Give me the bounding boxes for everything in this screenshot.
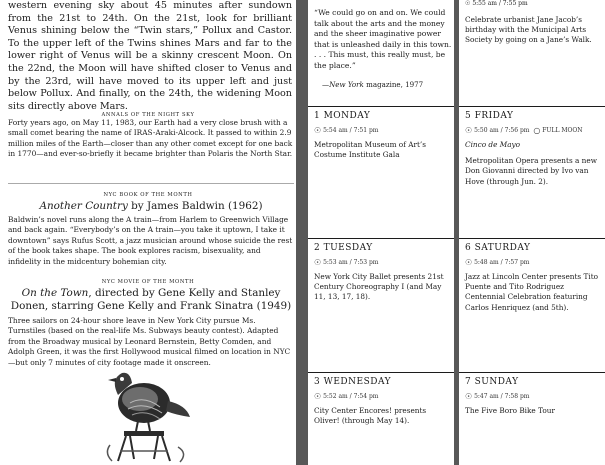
event-text: New York City Ballet presents 21st Century Choreography I (and May 11, 13, 17, 18). (314, 272, 444, 302)
sun-times (314, 392, 452, 401)
pigeon-engraving-icon (100, 365, 192, 465)
event-text: Jazz at Lincoln Center presents Tito Puente and Tito Rodriguez Centennial Celebration featuring Carlos Henriquez (and 5th). (465, 272, 599, 312)
event-text: Celebrate urbanist Jane Jacob’s birthday with the Municipal Arts Society by going on a Jane’s Walk. (465, 15, 592, 45)
day-entry-5 (465, 111, 603, 187)
movie-title-italic: On the Town (21, 287, 89, 299)
quote-source: —New York magazine, 1977 (322, 80, 424, 89)
book-heading: NYC BOOK OF THE MONTH (103, 192, 193, 198)
sun-times-text: 5:50 am / 7:56 pm (474, 127, 530, 134)
sun-times (314, 258, 452, 267)
day-rule (308, 238, 454, 239)
moon-phase-text: FULL MOON (542, 127, 583, 134)
book-title-italic: Another Country (39, 200, 128, 212)
day-entry-1 (314, 111, 452, 160)
day-rule (459, 372, 605, 373)
sun-symbol-icon: ☉ (314, 126, 322, 135)
sun-symbol-icon: ☉ (465, 0, 471, 7)
movie-heading: NYC MOVIE OF THE MONTH (101, 279, 195, 285)
event-text: City Center Encores! presents Oliver! (through May 14). (314, 406, 427, 426)
sun-times (314, 126, 452, 135)
sun-times (465, 258, 603, 267)
quote-source-italic: New York (329, 80, 364, 89)
sun-times-text: 5:52 am / 7:54 pm (323, 393, 379, 400)
sun-times-text: 5:48 am / 7:57 pm (474, 259, 530, 266)
annals-body: Forty years ago, on May 11, 1983, our Earth had a very close brush with a small comet bearing the name of IRAS-Araki-Alcock. It passed to within 2.9 million miles of the Earth—closer than any other comet except for one back in 1770—and ever-so-briefly it became brighter than Polaris the North Star. (8, 118, 293, 158)
magazine-quote: “We could go on and on. We could talk about the arts and the money and the sheer imaginative power that is unleashed daily in this town. . . . This must, this really must, be the place.” (314, 8, 452, 70)
event-text: Metropolitan Opera presents a new Don Giovanni directed by Ivo van Hove (through Jun. 2). (465, 156, 597, 186)
sun-symbol-icon: ☉ (314, 392, 322, 401)
sun-times-text: 5:47 am / 7:58 pm (474, 393, 530, 400)
day-rule (308, 372, 454, 373)
day-title: 3 WEDNESDAY (314, 377, 392, 387)
page-gutter (296, 0, 308, 465)
quote-source-rest: magazine, 1977 (363, 80, 424, 89)
sun-times-text: 5:55 am / 7:55 pm (472, 0, 528, 7)
day-rule (308, 106, 454, 107)
book-title-rest: by James Baldwin (1962) (127, 200, 263, 212)
book-body: Baldwin’s novel runs along the A train—from Harlem to Greenwich Village and back again. “Everybody’s on the A train—you take it uptown, I take it downtown” says Rufus Scott, a jazz musician around whose suicide the rest of the book takes shape. The book explores racism, bisexuality, and infidelity in the midcentury bohemian city. (8, 215, 293, 266)
event-text: Cinco de Mayo (465, 140, 521, 149)
left-column (0, 0, 296, 465)
day-title: 2 TUESDAY (314, 243, 373, 253)
sun-times (465, 0, 528, 7)
movie-title-rest: , directed by Gene Kelly and Stanley Donen, starring Gene Kelly and Frank Sinatra (1949) (10, 287, 292, 312)
day-rule (459, 238, 605, 239)
day-title: 7 SUNDAY (465, 377, 519, 387)
sun-times (465, 126, 603, 135)
movie-body: Three sailors on 24-hour shore leave in New York City pursue Ms. Turnstiles (based on the real-life Ms. Subways beauty contest). Adapted from the Broadway musical by Leonard Bernstein, Betty Comden, and Adolph Green, it was the first Hollywood musical filmed on location in NYC—but only 7 minutes of city footage made it onscreen. (8, 316, 291, 367)
event-text: The Five Boro Bike Tour (465, 406, 555, 415)
sun-times-text: 5:53 am / 7:53 pm (323, 259, 379, 266)
event-text: Metropolitan Museum of Art’s Costume Institute Gala (314, 140, 426, 160)
day-title: 5 FRIDAY (465, 111, 514, 121)
calendar-column-left (308, 0, 454, 465)
day-entry-3 (314, 377, 452, 426)
sun-symbol-icon: ☉ (465, 392, 473, 401)
sun-symbol-icon: ☉ (465, 126, 473, 135)
day-title: 6 SATURDAY (465, 243, 531, 253)
book-title (8, 200, 294, 212)
day-entry-6 (465, 243, 603, 313)
sun-times-text: 5:54 am / 7:51 pm (323, 127, 379, 134)
calendar-column-right (459, 0, 605, 465)
day-rule (459, 106, 605, 107)
day-entry-7 (465, 377, 603, 416)
day-entry-2 (314, 243, 452, 303)
sun-symbol-icon: ☉ (314, 258, 322, 267)
sun-times (465, 392, 603, 401)
calendar-area (308, 0, 605, 465)
day-title: 1 MONDAY (314, 111, 371, 121)
section-divider (8, 183, 294, 184)
movie-title (8, 287, 294, 313)
sun-symbol-icon: ☉ (465, 258, 473, 267)
annals-heading: ANNALS OF THE NIGHT SKY (101, 112, 195, 118)
sky-intro-text: western evening sky about 45 minutes after sundown from the 21st to 24th. On the 21st, look for brilliant Venus shining below the “Twin stars,” Pollux and Castor. To the upper left of the Twins shines Mars and far to the lower right of Venus will be a skinny crescent Moon. On the 22nd, the Moon will have shifted closer to Venus and by the 23rd, will have moved to its upper left and just below Pollux. And finally, on the 24th, the widening Moon sits directly above Mars. (8, 0, 292, 112)
full-moon-icon: ○ (533, 126, 541, 135)
